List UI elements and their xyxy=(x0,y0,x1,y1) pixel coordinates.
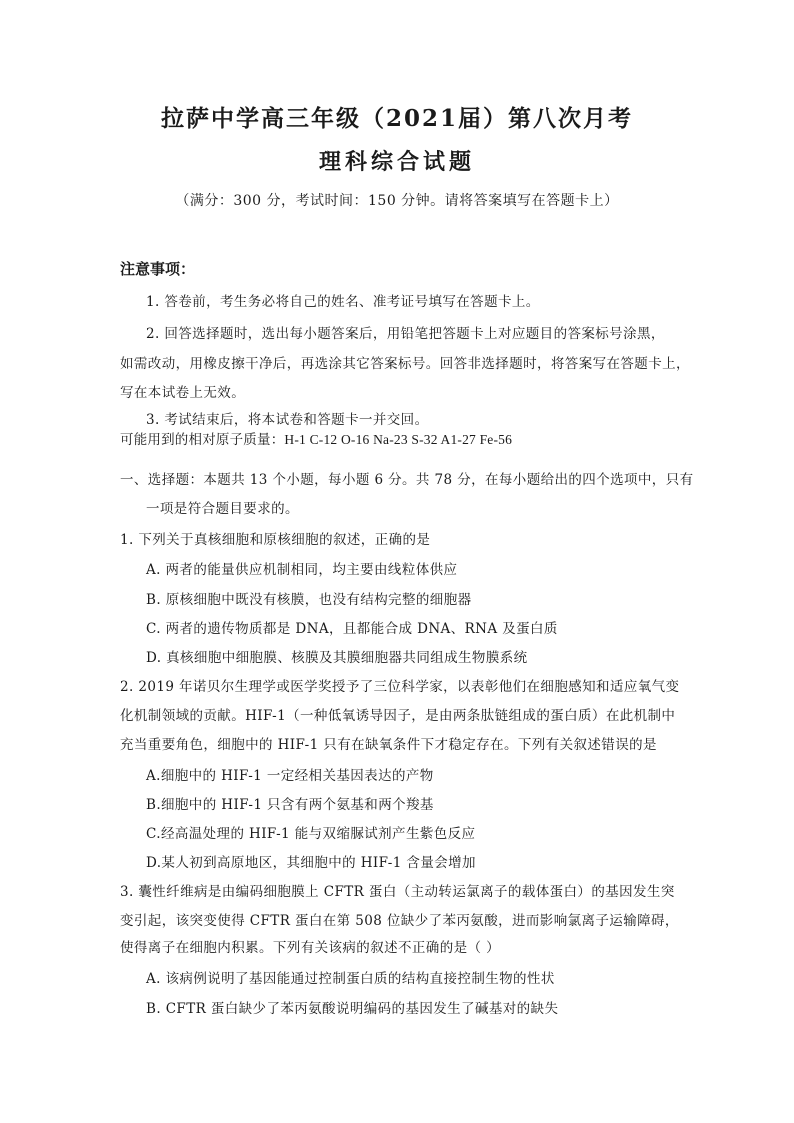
question-2-stem: 充当重要角色，细胞中的 HIF-1 只有在缺氧条件下才稳定存在。下列有关叙述错误的是 xyxy=(120,737,657,753)
section-intro: 一、选择题：本题共 13 个小题，每小题 6 分。共 78 分，在每小题给出的四个选项中，只有 xyxy=(120,472,694,488)
question-2-option-b: B.细胞中的 HIF-1 只含有两个氨基和两个羧基 xyxy=(146,797,434,813)
question-3-stem: 使得离子在细胞内积累。下列有关该病的叙述不正确的是（ ） xyxy=(120,940,500,956)
question-1-option-c: C. 两者的遗传物质都是 DNA，且都能合成 DNA、RNA 及蛋白质 xyxy=(146,621,558,637)
note-item: 2. 回答选择题时，选出每小题答案后，用铅笔把答题卡上对应题目的答案标号涂黑， xyxy=(146,326,665,342)
notes-heading: 注意事项： xyxy=(120,260,196,278)
question-2-option-c: C.经高温处理的 HIF-1 能与双缩脲试剂产生紫色反应 xyxy=(146,826,476,842)
question-2-stem: 化机制领域的贡献。HIF-1（一种低氧诱导因子，是由两条肽链组成的蛋白质）在此机制中 xyxy=(120,708,676,724)
question-3-option-b: B. CFTR 蛋白缺少了苯丙氨酸说明编码的基因发生了碱基对的缺失 xyxy=(146,1001,559,1017)
exam-info: （满分：300 分，考试时间：150 分钟。请将答案填写在答题卡上） xyxy=(175,193,619,209)
question-1-option-b: B. 原核细胞中既没有核膜，也没有结构完整的细胞器 xyxy=(146,592,472,608)
note-item: 1. 答卷前，考生务必将自己的姓名、准考证号填写在答题卡上。 xyxy=(146,294,540,310)
question-1-option-a: A. 两者的能量供应机制相同，均主要由线粒体供应 xyxy=(146,562,458,578)
question-1-option-d: D. 真核细胞中细胞膜、核膜及其膜细胞器共同组成生物膜系统 xyxy=(146,650,528,666)
exam-subtitle: 理科综合试题 xyxy=(318,149,475,175)
question-3-stem: 变引起，该突变使得 CFTR 蛋白在第 508 位缺少了苯丙氨酸，进而影响氯离子运输障碍， xyxy=(120,913,679,929)
exam-title: 拉萨中学高三年级（2021届）第八次月考 xyxy=(160,105,633,132)
atomic-masses: 可能用到的相对原子质量：H-1 C-12 O-16 Na-23 S-32 A1-27 Fe-56 xyxy=(120,432,513,447)
question-2-stem: 2. 2019 年诺贝尔生理学或医学奖授予了三位科学家，以表彰他们在细胞感知和适应氧气变 xyxy=(120,679,680,695)
note-item: 3. 考试结束后，将本试卷和答题卡一并交回。 xyxy=(146,412,429,428)
question-1-stem: 1. 下列关于真核细胞和原核细胞的叙述，正确的是 xyxy=(120,532,431,548)
section-intro: 一项是符合题目要求的。 xyxy=(146,501,299,517)
question-3-stem: 3. 囊性纤维病是由编码细胞膜上 CFTR 蛋白（主动转运氯离子的载体蛋白）的基因发生突 xyxy=(120,884,675,900)
note-item: 写在本试卷上无效。 xyxy=(120,385,246,401)
question-3-option-a: A. 该病例说明了基因能通过控制蛋白质的结构直接控制生物的性状 xyxy=(146,971,555,987)
question-2-option-a: A.细胞中的 HIF-1 一定经相关基因表达的产物 xyxy=(146,768,434,784)
question-2-option-d: D.某人初到高原地区，其细胞中的 HIF-1 含量会增加 xyxy=(146,855,476,871)
note-item: 如需改动，用橡皮擦干净后，再选涂其它答案标号。回答非选择题时，将答案写在答题卡上， xyxy=(120,356,690,372)
